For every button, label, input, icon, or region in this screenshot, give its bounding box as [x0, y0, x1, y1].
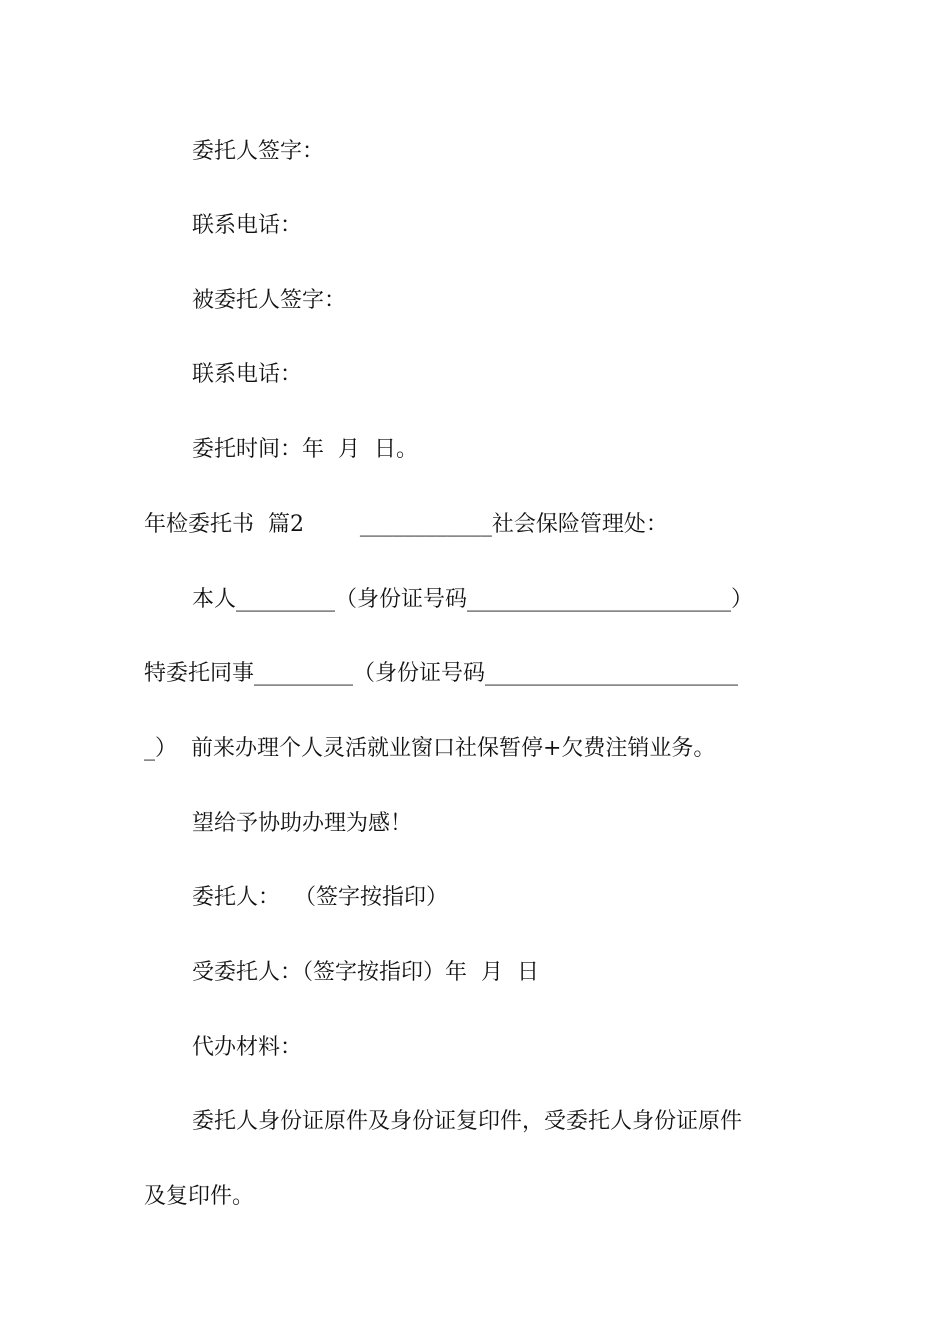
- materials-line-2: 及复印件。: [144, 1184, 255, 1209]
- principal-fingerprint-line: 委托人： （签字按指印）: [192, 885, 448, 910]
- materials-heading: 代办材料：: [192, 1035, 303, 1060]
- agent-fingerprint-line: 受委托人：（签字按指印）年 月 日: [192, 960, 539, 985]
- business-purpose-line: _） 前来办理个人灵活就业窗口社保暂停+欠费注销业务。: [144, 736, 716, 761]
- section-heading-line: 年检委托书 篇2 ____________社会保险管理处：: [144, 512, 668, 537]
- colleague-id-line: 特委托同事_________（身份证号码_______________________: [144, 661, 739, 686]
- principal-signature-label: 委托人签字：: [192, 139, 325, 164]
- commission-date-line: 委托时间：年 月 日。: [192, 437, 418, 462]
- agent-signature-label: 被委托人签字：: [192, 288, 347, 313]
- agent-phone-label: 联系电话：: [192, 362, 303, 387]
- self-id-line: 本人_________（身份证号码________________________）: [192, 587, 754, 612]
- materials-line-1: 委托人身份证原件及身份证复印件，受委托人身份证原件: [192, 1109, 743, 1134]
- thanks-line: 望给予协助办理为感！: [192, 811, 413, 836]
- principal-phone-label: 联系电话：: [192, 213, 303, 238]
